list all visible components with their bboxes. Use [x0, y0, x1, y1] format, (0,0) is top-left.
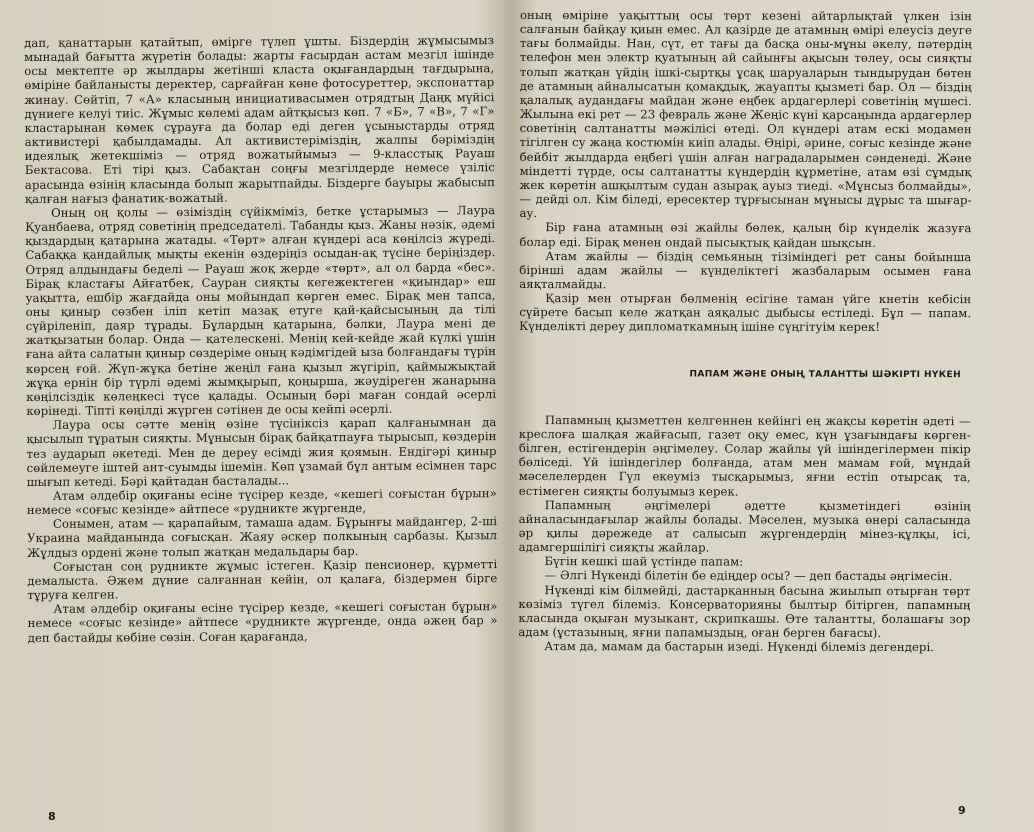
paragraph: Соғыстан соң рудникте жұмыс істеген. Қазір пенсионер, құрметті демалыста. Әжем дүние салғаннан кейін, ол қалаға, біздермен бірге тұруға келген.: [27, 556, 498, 603]
paragraph: дап, қанаттарын қатайтып, өмірге түлеп ұшты. Біздердің жұмысымыз мынадай бағытта жүретін болады: жарты ғасырдан астам мезгіл ішінде осы мектепте әр жылдары жетінші класта оқығандардың тағдырына, өміріне байланысты деректер, сарғайған көне фотосуреттер, экспонаттар жинау. Сөйтіп, 7 «А» класының инициативасымен отрядтың Даңқ мүйісі дүниеге келуі тиіс. Жұмыс көлемі адам айтқысыз көп. 7 «Б», 7 «В», 7 «Г» кластарынан көмек сұрауға да болар еді деген ұсыныстарды отряд активистері қабылдамады. Ал активистеріміздің, жалпы бәріміздің идеялық жетекшіміз — отряд вожатыйымыз — 9-класстық Рауаш Бектасова. Еті тірі қыз. Сабақтан соңғы мезгілдерде немесе үзіліс арасында өзінің класында болып жарытпайды. Біздерге бауыры жабысып қалған нағыз фанатик-вожатый.: [24, 33, 495, 206]
paragraph: Оның оң қолы — өзіміздің сүйікміміз, бетке ұстарымыз — Лаура Қуанбаева, отряд советінің председателі. Табанды қыз. Жаны нәзік, әдемі қыздардың қатарына жатады. «Төрт» алған күндері аса көңілсіз жүреді. Сабаққа қандайлық мықты екенін өздеріңіз осыдан-ақ түсіне беріңіздер. Отряд алдындағы беделі — Рауаш жоқ жерде «төрт», ал ол барда «бес». Бірақ кластағы Айғатбек, Сауран сияқты кегежектеген «қиындар» еш уақытта, ешбір жағдайда оны мойындап көрген емес. Бірақ мен тапса, оны қиныр сөзбен іліп кетіп мазақ етуге қай-қайсысының да тілі сүйріленіп, даяр тұрады. Бұлардың қатарына, бәлки, Лаура мені де жатқызатын болар. Онда — қателескені. Менің кей-кейде жай күлкі үшін ғана айта салатын қиныр сөздеріме оның кәдімгідей ыза болғандағы түрін көрсең ғой. Жүп-жұқа бетіне жеңіл ғана қызыл жүгіріп, қаймыжықтай жұқа ернін бір түрлі әдемі жымқырып, қоңырша, жәудіреген жанарына көңілсіздік көлеңкесі түсе қалады. Осының бәрі маған сондай әсерлі көрінеді. Тіпті көңілді жүрген сәтінен де осы кейпі әсерлі.: [25, 203, 497, 419]
paragraph: Атам әлдебір оқиғаны есіне түсірер кезде, «кешегі соғыстан бұрын» немесе «соғыс кезінде» айтпесе «рудникте жүргенде,: [26, 486, 497, 518]
left-page: [24, 33, 498, 645]
paragraph: Папамның қызметтен келгеннен кейінгі ең жақсы көретін әдеті — креслоға шалқая жайғасып, газет оқу емес, күн ұзағындағы көрген-білген, естігендерін әңгімелеу. Солар жайлы үй ішіндегілермен пікір бөліседі. Үй ішіндегілер болғанда, атам мен мамам ғой, мұндай мәселелерден Гүл екеуміз тысқарымыз, яғни естіп отырсақ та, естімеген сияқты болуымыз керек.: [518, 412, 971, 499]
paragraph: Атам жайлы — біздің семьяның тізіміндегі рет саны бойынша бірінші адам жайлы — күнделіктегі жазбаларым осымен ғана аяқталмайды.: [519, 248, 972, 292]
paragraph: Папамның әңгімелері әдетте қызметіндегі өзінің айналасындағылар жайлы болады. Мәселен, музыка өнері саласында әр қилы дәрежеде ат салысып жүргендердің мінез-құлқы, ісі, адамгершілігі сияқты жайлар.: [518, 497, 971, 555]
paragraph: Бір ғана атамның өзі жайлы бөлек, қалың бір күнделік жазуға болар еді. Бірақ менен ондай пысықтық қайдан шықсын.: [519, 220, 972, 250]
right-page: [518, 8, 972, 655]
section-heading: ПАПАМ ЖӘНЕ ОНЫҢ ТАЛАНТТЫ ШӘКІРТІ НҮКЕН: [689, 369, 962, 380]
paragraph: Атам әлдебір оқиғаны есіне түсірер кезде, «кешегі соғыстан бұрын» немесе «соғыс кезінде» айтпесе «рудникте жүргенде, онда әжең бар » деп бастайды көбіне сөзін. Соған қарағанда,: [27, 599, 498, 645]
paragraph: Атам да, мамам да бастарын изеді. Нүкенді білеміз дегендері.: [544, 639, 935, 655]
paragraph: Нүкенді кім білмейді, дастарқанның басына жиылып отырған төрт көзіміз түгел білеміз. Консерваторияны былтыр бітірген, папамның класында оқыған музыкант, скрипкашы. Өте талантты, болашағы зор адам (ұстазының, яғни папамыздың, оған берген бағасы).: [518, 582, 971, 641]
page-number-left: 8: [48, 810, 56, 823]
paragraph: Лаура осы сәтте менің өзіне түсініксіз қарап қалғанымнан да қысылып тұратын сияқты. Мұнысын бірақ байқатпауға тырысып, көздерін тез аударып әкетеді. Мен де дереу есімді жия қоямын. Ендігәрі қиныр сөйлемеуге іштей ант-суымды ішемін. Көп ұзамай бұл антым есімнен тарс шығып кетеді. Бәрі қайтадан басталады...: [26, 415, 497, 489]
paragraph: оның өміріне уақыттың осы төрт кезені айтарлықтай үлкен ізін салғанын байқау қиын емес. Ал қазірде де атамның өмірі елеусіз деуге тағы болмайды. Нан, сүт, ет тағы да басқа оны-мұны әкелу, пәтердің телефон мен электр қуатының ай сайынғы ақысын төлеу, осы сияқты толып жатқан үйдің ішкі-сыртқы ұсақ шаруаларын тындырудан бөтен де атамның айналысатын қомақдық, жауапты қызметі бар. Ол — біздің қалалық аудандағы майдан және еңбек ардагерлері советінің мүшесі. Жылына екі рет — 23 февраль және Жеңіс күні қарсаңында ардагерлер советінің салтанатты мәжілісі өтеді. Ол күндері атам ескі модамен тігілген су жаңа костюмін киіп алады. Өңірі, әрине, соғыс кезінде және бейбіт жылдарда еңбегі үшін алған наградаларымен сәнденеді. Және міндетті түрде, осы салтанатты күндердің құрметіне, атам өзі сұмдық жек көретін ашқылтым судан азырақ ауыз тиеді. «Мұнсыз болмайды»,— дейді ол. Кім біледі, ересектер тұрғысынан мұнысы дұрыс та шығар-ау.: [519, 8, 972, 221]
paragraph: Сонымен, атам — қарапайым, тамаша адам. Бұрынғы майдангер, 2-ші Украина майданында соғысқан. Жаяу әскер полкының сарбазы. Қызыл Жұлдыз ордені және толып жатқан медальдары бар.: [27, 514, 498, 560]
paragraph: Қазір мен отырған бөлменің есігіне таман үйге кнетін кебісін сүйрете басып келе жатқан аяқалыс дыбысы естіледі. Бұл — папам. Күнделікті дереу дипломаткамның ішіне сүңгітуім керек!: [519, 291, 972, 335]
paragraph: — Әлгі Нүкенді білетін бе едіңдер осы? — деп бастады әңгімесін.: [544, 568, 953, 584]
paragraph: Бүгін кешкі шай үстінде папам:: [544, 554, 744, 569]
page-number-right: 9: [958, 804, 966, 817]
